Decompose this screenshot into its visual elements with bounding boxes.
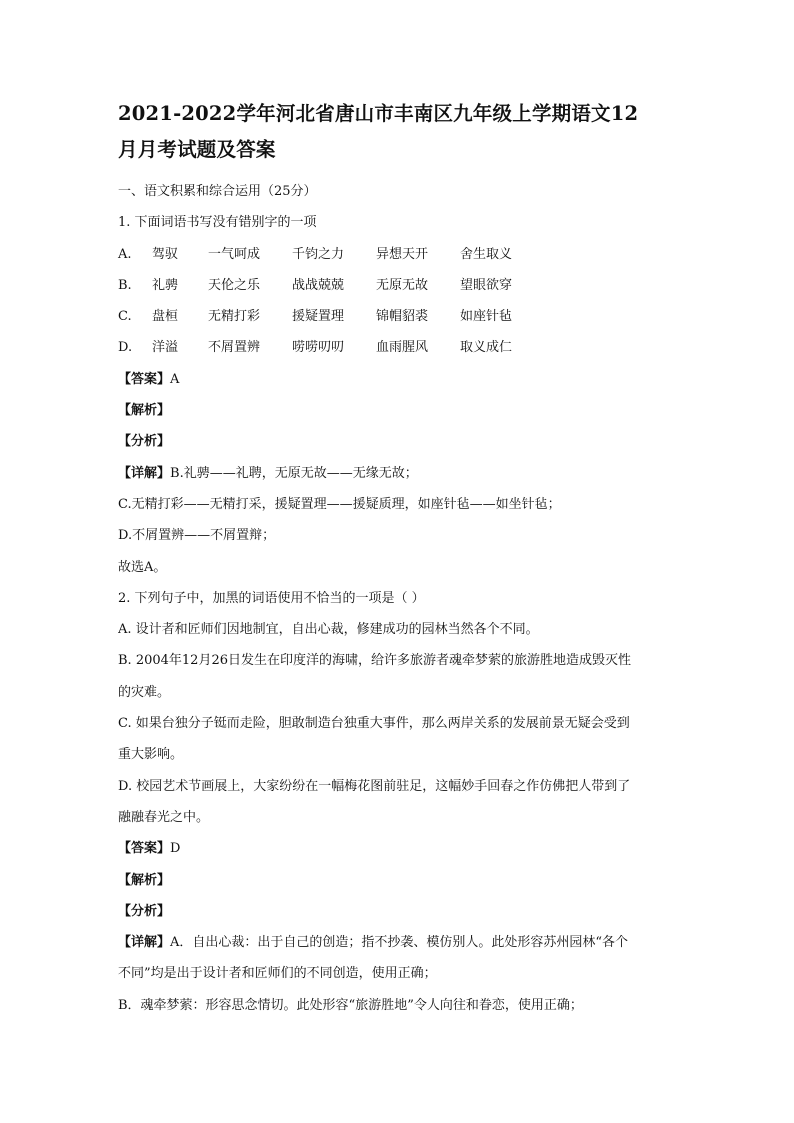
option-label: A. [118, 246, 132, 262]
q1-option-a [118, 239, 678, 270]
document-page [118, 96, 678, 1021]
option-word: 异想天开 [376, 246, 429, 262]
detail-tag: 【详解】 [118, 935, 171, 951]
answer-value: D [170, 841, 181, 857]
title-line-1: 2021-2022学年河北省唐山市丰南区九年级上学期语文12 [118, 102, 639, 125]
q1-fenxi-tag: 【分析】 [118, 434, 171, 450]
q2-detail-1 [118, 927, 678, 958]
q1-option-c [118, 301, 678, 332]
q2-option-d-line-1: D. 校园艺术节画展上，大家纷纷在一幅梅花图前驻足，这幅妙手回春之作仿佛把人带到了 [118, 778, 631, 794]
option-word: 无精打彩 [208, 309, 261, 325]
q1-detail-2: C.无精打彩——无精打采，援疑置理——援疑质理，如座针毡——如坐针毡； [118, 496, 561, 512]
detail-text: A．自出心裁：出于自己的创造；指不抄袭、模仿别人。此处形容苏州园林“各个 [170, 935, 629, 951]
q2-detail-3: B．魂牵梦萦：形容思念情切。此处形容“旅游胜地”令人向往和眷恋，使用正确； [118, 997, 583, 1013]
option-word: 如座针毡 [460, 309, 513, 325]
option-word: 洋溢 [152, 340, 179, 356]
option-word: 无原无故 [376, 277, 429, 293]
answer-value: A [170, 371, 180, 387]
q2-analysis-tag: 【解析】 [118, 872, 171, 888]
q1-answer [118, 364, 678, 395]
q2-option-a: A. 设计者和匠师们因地制宜，自出心裁，修建成功的园林当然各个不同。 [118, 622, 539, 638]
option-label: B. [118, 277, 132, 293]
q2-option-b-line-2: 的灾难。 [118, 684, 171, 700]
option-word: 锦帽貂裘 [376, 309, 429, 325]
answer-tag: 【答案】 [118, 841, 171, 857]
q2-option-d-line-2: 融融春光之中。 [118, 809, 210, 825]
question-2-stem: 2. 下列句子中，加黑的词语使用不恰当的一项是（ ） [118, 590, 425, 606]
option-word: 舍生取义 [460, 246, 513, 262]
option-word: 驾驭 [152, 246, 179, 262]
option-word: 盘桓 [152, 309, 179, 325]
option-word: 不屑置辨 [208, 340, 261, 356]
detail-text: B.礼骋——礼聘，无原无故——无缘无故； [170, 465, 418, 481]
option-word: 千钧之力 [292, 246, 345, 262]
q2-option-c-line-2: 重大影响。 [118, 747, 184, 763]
q1-detail-3: D.不屑置辨——不屑置辩； [118, 528, 276, 544]
option-word: 天伦之乐 [208, 277, 261, 293]
title-line-2: 月月考试题及答案 [118, 138, 276, 161]
q2-fenxi-tag: 【分析】 [118, 903, 171, 919]
option-word: 一气呵成 [208, 246, 261, 262]
option-word: 援疑置理 [292, 309, 345, 325]
q2-option-c-line-1: C. 如果台独分子铤而走险，胆敢制造台独重大事件，那么两岸关系的发展前景无疑会受到 [118, 716, 630, 732]
q1-conclusion: 故选A。 [118, 559, 167, 575]
option-word: 礼骋 [152, 277, 179, 293]
section-heading: 一、语文积累和综合运用（25分） [118, 184, 317, 199]
question-1-stem: 1. 下面词语书写没有错别字的一项 [118, 215, 317, 231]
q1-detail-1 [118, 458, 678, 489]
q1-analysis-tag: 【解析】 [118, 403, 171, 419]
option-word: 血雨腥风 [376, 340, 429, 356]
document-title [118, 96, 678, 168]
option-word: 取义成仁 [460, 340, 513, 356]
q2-answer [118, 833, 678, 864]
q2-option-b-line-1: B. 2004年12月26日发生在印度洋的海啸，给许多旅游者魂牵梦萦的旅游胜地造成毁灭性 [118, 653, 631, 669]
q1-option-b [118, 270, 678, 301]
option-label: D. [118, 340, 133, 356]
q1-option-d [118, 332, 678, 363]
q2-detail-2: 不同”均是出于设计者和匠师们的不同创造，使用正确； [118, 966, 437, 982]
option-word: 望眼欲穿 [460, 277, 513, 293]
option-label: C. [118, 309, 132, 325]
answer-tag: 【答案】 [118, 371, 171, 387]
option-word: 唠唠叨叨 [292, 340, 345, 356]
option-word: 战战兢兢 [292, 277, 345, 293]
detail-tag: 【详解】 [118, 465, 171, 481]
